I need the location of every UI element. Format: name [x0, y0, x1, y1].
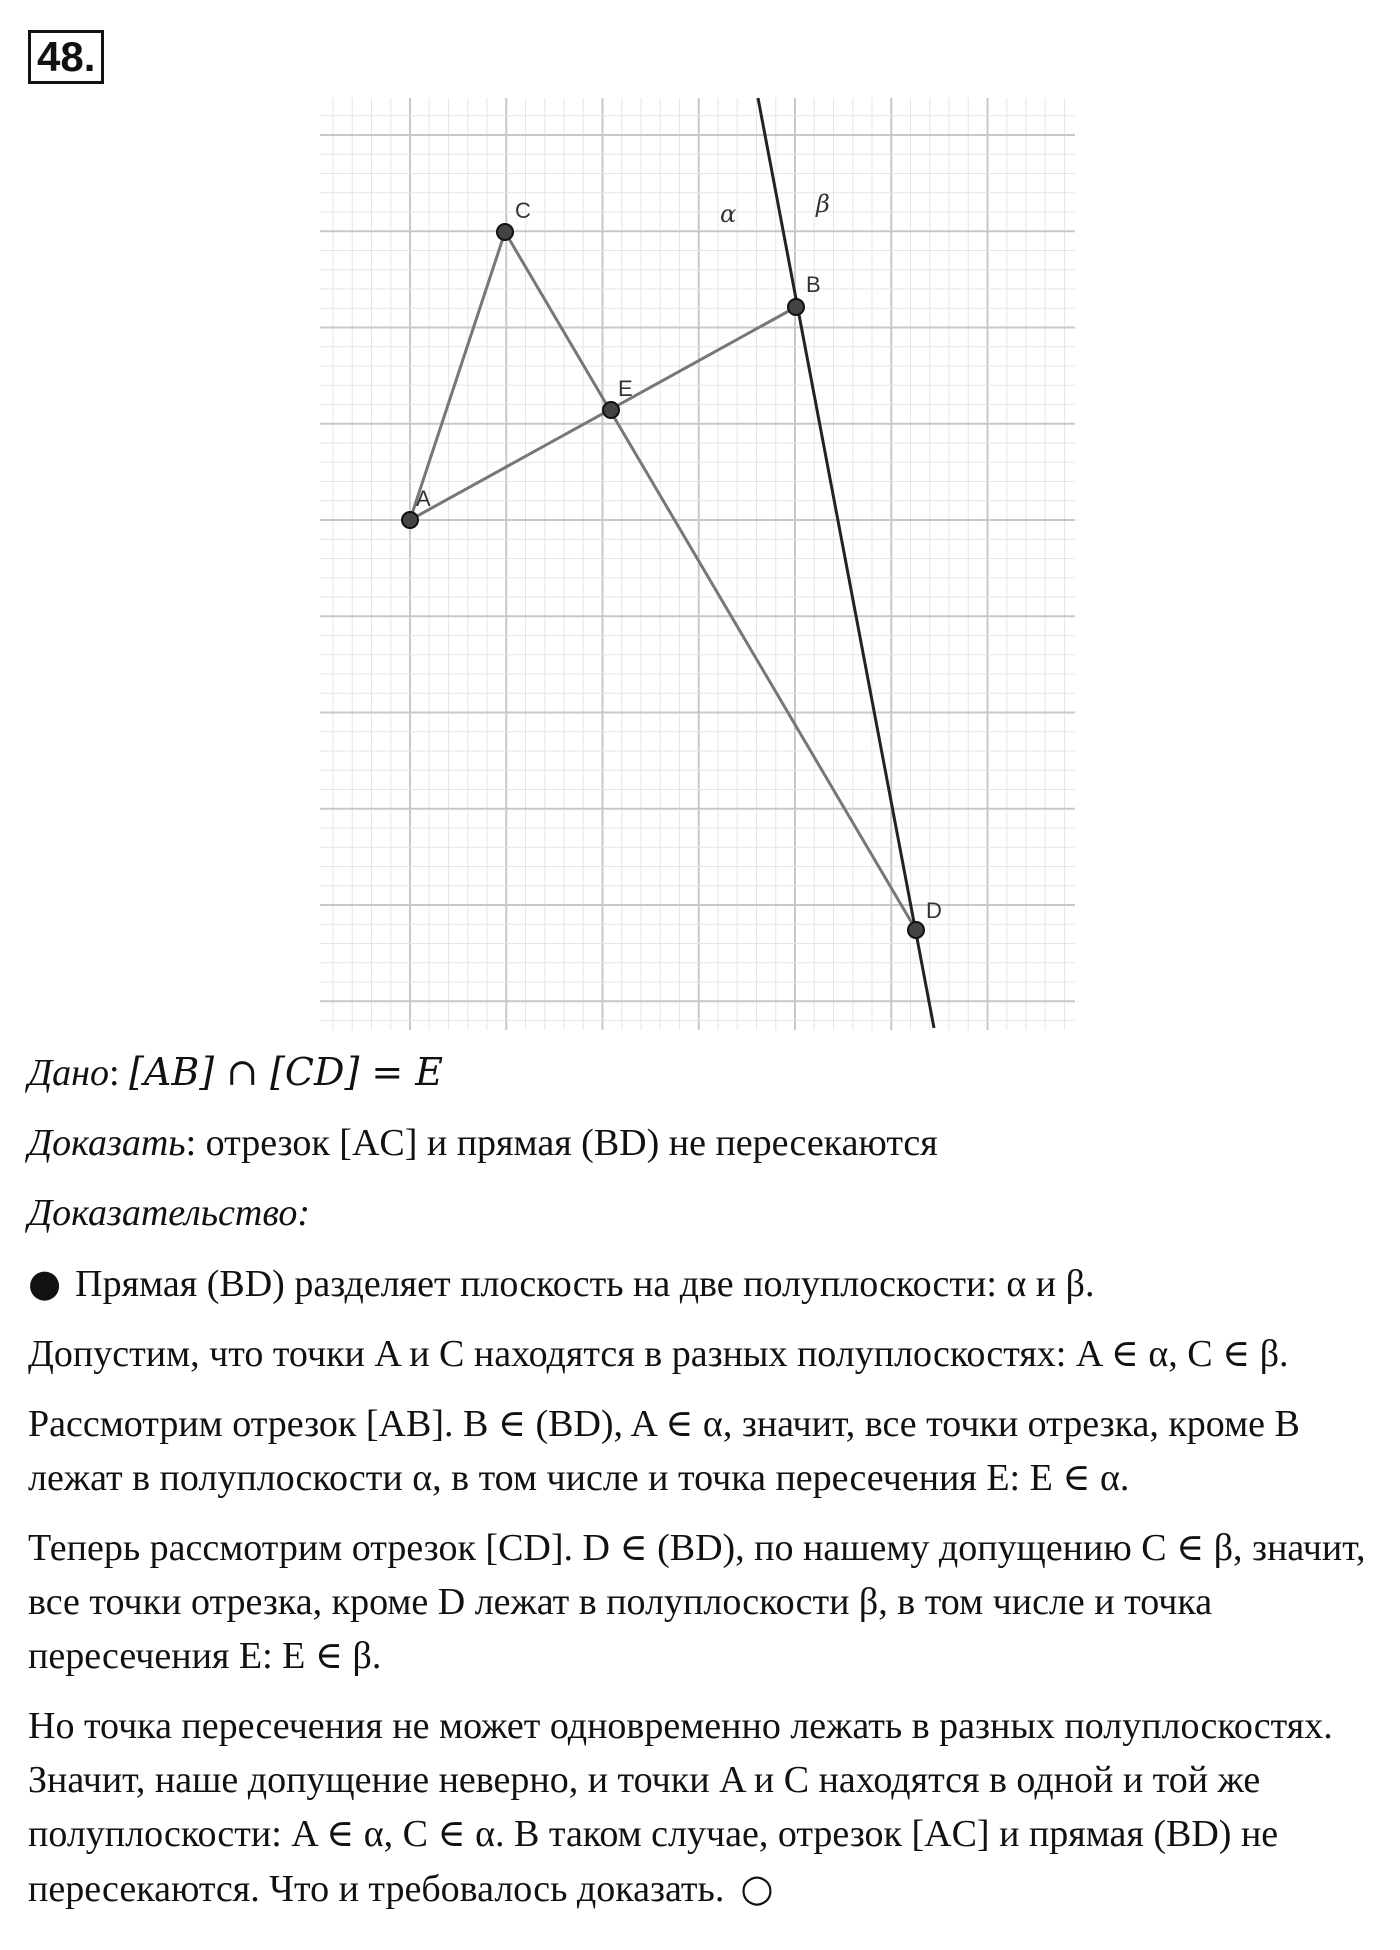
given-line: Дано: [AB] ∩ [CD] = E — [28, 1050, 444, 1094]
proof-text-5: Но точка пересечения не может одновременно лежать в разных полуплоскостях. Значит, наше допущение неверно, и точки A и C находятся в одной и той же полуплоскости: A ∈ α, C ∈ α. В таком случае, отрезок [AC] и прямая (BD) не пересекаются. Что и требовалось доказать. — [28, 1705, 1333, 1910]
point-labels — [416, 198, 942, 923]
problem-number: 48. — [28, 30, 104, 84]
label-d: D — [926, 898, 942, 923]
label-b: B — [806, 272, 821, 297]
solution-text — [28, 1045, 1368, 1932]
end-of-proof-icon: ○ — [740, 1866, 774, 1910]
proof-text-1: Прямая (BD) разделяет плоскость на две полуплоскости: α и β. — [75, 1263, 1095, 1305]
point-d — [908, 922, 924, 938]
proof-paragraph-5 — [28, 1699, 1368, 1916]
given-label: Дано — [28, 1052, 110, 1094]
segment-cd — [505, 232, 916, 930]
proof-paragraph-3: Рассмотрим отрезок [AB]. B ∈ (BD), A ∈ α, значит, все точки отрезка, кроме B лежат в полуплоскости α, в том числе и точка пересечения E: E ∈ α. — [28, 1403, 1300, 1499]
prove-statement: отрезок [AC] и прямая (BD) не пересекаются — [205, 1122, 938, 1164]
prove-label: Доказать — [28, 1122, 186, 1164]
label-alpha: α — [720, 200, 737, 228]
bullet-icon: ● — [28, 1261, 62, 1305]
proof-label: Доказательство: — [28, 1192, 311, 1234]
grid — [320, 98, 1075, 1030]
point-e — [603, 402, 619, 418]
label-beta: β — [816, 190, 830, 218]
triangle-segments — [410, 232, 916, 930]
label-a: A — [416, 486, 431, 511]
proof-paragraph-4: Теперь рассмотрим отрезок [CD]. D ∈ (BD), по нашему допущению C ∈ β, значит, все точки отрезка, кроме D лежат в полуплоскости β, в том числе и точка пересечения E: E ∈ β. — [28, 1527, 1366, 1677]
proof-paragraph-1 — [28, 1256, 1368, 1311]
prove-line: Доказать: отрезок [AC] и прямая (BD) не пересекаются — [28, 1122, 938, 1164]
label-e: E — [618, 376, 633, 401]
line-bd — [758, 98, 934, 1028]
points — [402, 224, 924, 938]
half-plane-labels — [720, 190, 830, 228]
point-a — [402, 512, 418, 528]
point-b — [788, 299, 804, 315]
given-statement: [AB] ∩ [CD] = E — [129, 1050, 444, 1094]
point-c — [497, 224, 513, 240]
proof-paragraph-2: Допустим, что точки A и C находятся в разных полуплоскостях: A ∈ α, C ∈ β. — [28, 1333, 1289, 1375]
label-c: C — [515, 198, 531, 223]
